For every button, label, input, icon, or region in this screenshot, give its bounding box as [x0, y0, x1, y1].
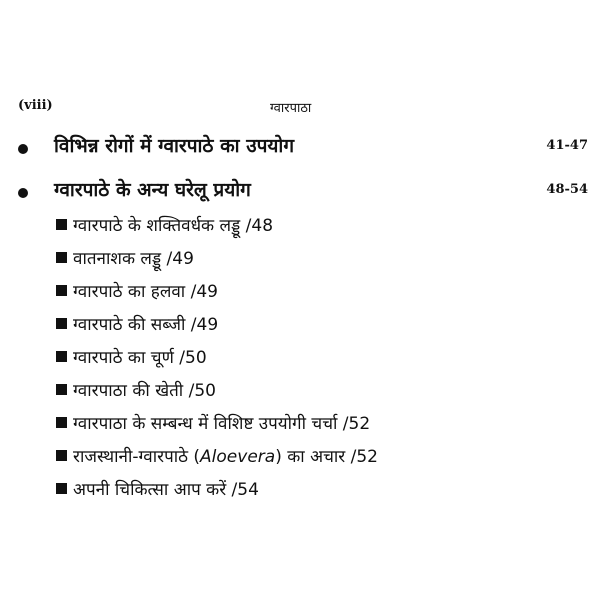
sub-topic-text: ग्वारपाठा की खेती /50 [73, 381, 216, 401]
square-bullet-icon [56, 219, 67, 230]
topic-title: विभिन्न रोगों में ग्वारपाठे का उपयोग [54, 135, 295, 157]
square-bullet-icon [56, 384, 67, 395]
bullet-dot-icon [18, 188, 28, 198]
sub-topic-text: अपनी चिकित्सा आप करें /54 [73, 480, 259, 500]
sub-topic-item [56, 373, 576, 406]
sub-topic-item [56, 208, 576, 241]
sub-topic-text-after: ) का अचार /52 [275, 447, 378, 467]
sub-topic-item [56, 406, 576, 439]
square-bullet-icon [56, 252, 67, 263]
square-bullet-icon [56, 351, 67, 362]
sub-topic-text: वातनाशक लड्डू /49 [73, 249, 194, 269]
sub-topic-item [56, 307, 576, 340]
sub-topic-item [56, 439, 576, 472]
sub-topic-item [56, 241, 576, 274]
sub-topic-text-latin: Aloevera [200, 447, 276, 467]
topic-page-range: 41-47 [546, 138, 588, 153]
sub-topic-item [56, 472, 576, 505]
sub-topic-text: ग्वारपाठे का हलवा /49 [73, 282, 218, 302]
sub-topic-text-before: राजस्थानी-ग्वारपाठे ( [73, 447, 201, 467]
square-bullet-icon [56, 450, 67, 461]
sub-topic-list [56, 208, 576, 505]
topic-page-range: 48-54 [546, 182, 588, 197]
running-head: ग्वारपाठा [270, 101, 312, 116]
sub-topic-text: ग्वारपाठे की सब्जी /49 [73, 315, 219, 335]
sub-topic-text: ग्वारपाठा के सम्बन्ध में विशिष्ट उपयोगी चर्चा /52 [73, 414, 371, 434]
sub-topic-text: ग्वारपाठे का चूर्ण /50 [73, 348, 207, 368]
topic-entry [18, 176, 590, 206]
square-bullet-icon [56, 285, 67, 296]
bullet-dot-icon [18, 144, 28, 154]
contents-page [0, 92, 600, 507]
sub-topic-item [56, 340, 576, 373]
sub-topic-text [73, 444, 378, 467]
square-bullet-icon [56, 417, 67, 428]
topic-title: ग्वारपाठे के अन्य घरेलू प्रयोग [54, 179, 251, 201]
sub-topic-text: ग्वारपाठे के शक्तिवर्धक लड्डू /48 [73, 216, 274, 236]
square-bullet-icon [56, 483, 67, 494]
sub-topic-item [56, 274, 576, 307]
page-number: (viii) [18, 98, 53, 113]
square-bullet-icon [56, 318, 67, 329]
topic-entry [18, 132, 590, 162]
